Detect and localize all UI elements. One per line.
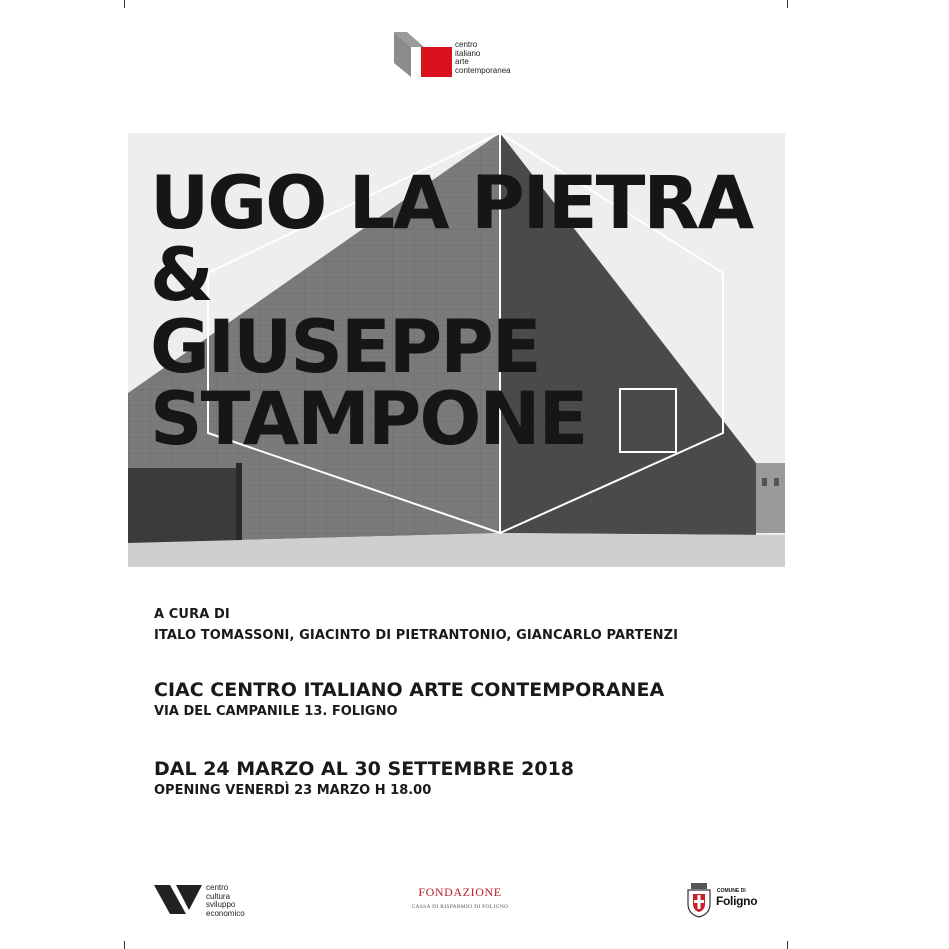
venue-name: CIAC CENTRO ITALIANO ARTE CONTEMPORANEA [154,679,665,701]
crop-mark [787,0,788,8]
logo-line: centro [206,883,229,892]
comune-city: Foligno [716,894,758,908]
logo-line: arte [455,57,469,66]
opening-time: OPENING VENERDÌ 23 MARZO H 18.00 [154,783,432,798]
ciac-logo-text [455,41,511,75]
title-line: STAMPONE [150,377,587,462]
fondazione-logo [405,884,515,920]
curator-names: ITALO TOMASSONI, GIACINTO DI PIETRANTONIO, GIANCARLO PARTENZI [154,628,679,643]
ccse-logo-text [206,884,245,918]
logo-line: centro [455,40,478,49]
title-line: & [150,233,212,318]
logo-line: contemporanea [455,65,511,75]
ccse-logo [154,882,274,920]
fondazione-subtitle: CASSA DI RISPARMIO DI FOLIGNO [411,904,509,910]
dates-block [154,757,574,801]
logo-line: sviluppo [206,900,236,909]
logo-line: cultura [206,891,231,901]
logo-line: italiano [455,48,481,58]
crop-mark [124,0,125,8]
curated-label: A CURA DI [154,607,230,622]
venue-address: VIA DEL CAMPANILE 13. FOLIGNO [154,704,398,719]
comune-label: COMUNE DI [717,888,746,894]
crop-mark [787,941,788,949]
comune-logo [685,882,765,920]
venue-block [154,678,664,722]
exhibition-title [150,161,753,462]
title-line: UGO LA PIETRA [150,161,753,246]
logo-line: economico [206,908,245,918]
curators-block [154,604,678,646]
date-range: DAL 24 MARZO AL 30 SETTEMBRE 2018 [154,758,575,780]
crop-mark [124,941,125,949]
fondazione-name: FONDAZIONE [418,885,502,899]
triangle-logo-icon [154,882,204,918]
ciac-logo [393,30,533,80]
coat-of-arms-icon [685,882,713,918]
title-line: GIUSEPPE [150,305,540,390]
ciac-cube-icon [393,30,455,80]
